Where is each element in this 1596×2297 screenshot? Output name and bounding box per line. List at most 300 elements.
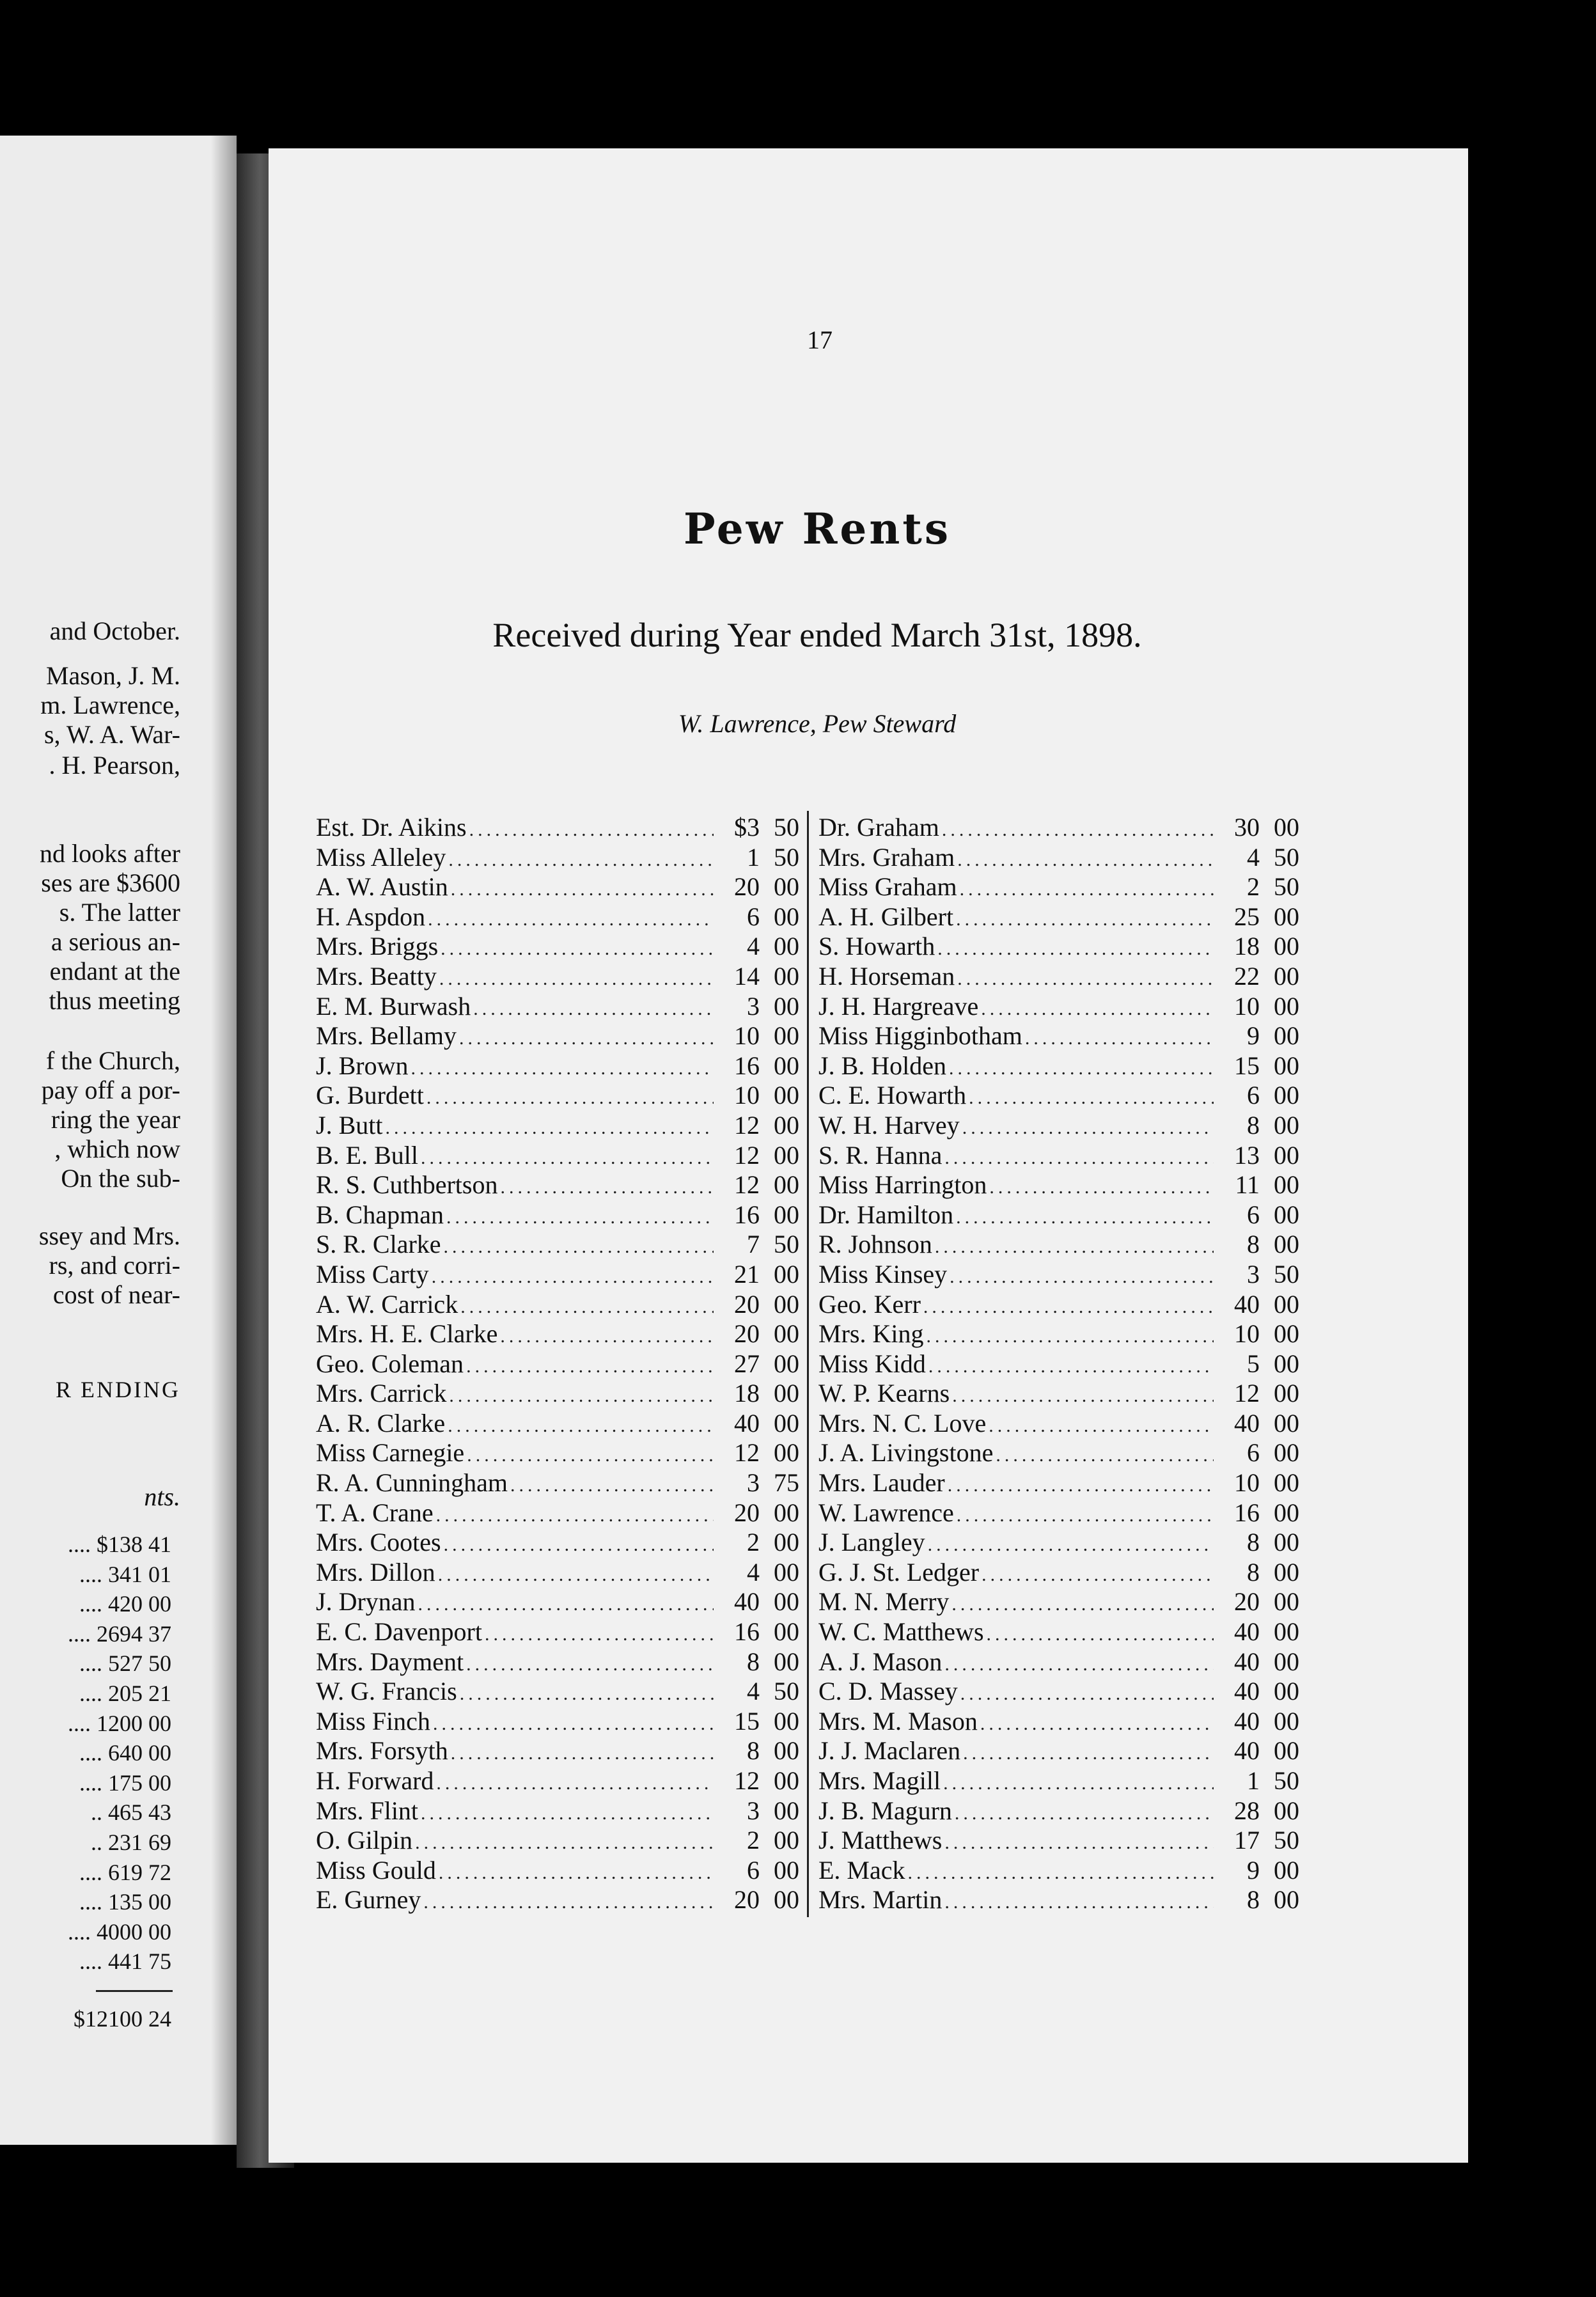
pew-holder-name: W. Lawrence	[818, 1498, 954, 1527]
left-page-amount	[0, 1917, 171, 1947]
rent-dollars: 4	[1247, 842, 1260, 872]
leader-dots	[952, 1385, 1214, 1407]
leader-dots	[466, 1356, 714, 1377]
rent-dollars: 12	[734, 1110, 760, 1140]
leader-dots	[962, 1117, 1214, 1139]
rent-cents: 00	[774, 1081, 799, 1110]
amount-value: 420 00	[108, 1591, 171, 1617]
pew-rent-row	[316, 1766, 799, 1796]
rent-cents: 00	[1274, 961, 1299, 991]
leader-dots	[923, 1296, 1214, 1318]
rent-cents: 00	[774, 961, 799, 991]
pew-holder-name: A. W. Carrick	[316, 1289, 458, 1319]
leader-dots	[928, 1534, 1214, 1556]
pew-rent-row	[818, 1140, 1299, 1170]
rent-dollars: 13	[1234, 1140, 1260, 1170]
leader-dots	[439, 1862, 714, 1884]
leader-dots: ....	[79, 1740, 102, 1766]
pew-holder-name: Miss Harrington	[818, 1170, 987, 1200]
rent-cents: 00	[774, 1408, 799, 1438]
pew-holder-name: H. Aspdon	[316, 902, 426, 931]
pew-holder-name: C. E. Howarth	[818, 1081, 967, 1110]
rent-dollars: 12	[734, 1170, 760, 1200]
rent-cents: 00	[1274, 932, 1299, 961]
leader-dots	[423, 1892, 714, 1913]
rent-dollars: 40	[734, 1408, 760, 1438]
rent-cents: 00	[1274, 1170, 1299, 1200]
rent-dollars: 16	[734, 1200, 760, 1229]
leader-dots	[989, 1177, 1214, 1198]
pew-holder-name: J. H. Hargreave	[818, 991, 979, 1021]
rent-cents: 00	[1274, 1051, 1299, 1080]
rent-dollars: 40	[1234, 1736, 1260, 1766]
left-page-line: and October.	[49, 616, 180, 645]
pew-rent-row	[818, 1796, 1299, 1826]
pew-holder-name: Mrs. M. Mason	[818, 1706, 978, 1736]
pew-holder-name: Mrs. N. C. Love	[818, 1408, 987, 1438]
amount-value: 2694 37	[97, 1620, 171, 1647]
leader-dots	[467, 1445, 714, 1466]
pew-rent-row	[818, 1200, 1299, 1230]
rent-cents: 00	[774, 1200, 799, 1229]
rent-cents: 00	[1274, 1855, 1299, 1885]
pew-holder-name: Miss Kinsey	[818, 1259, 948, 1289]
page-title: Pew Rents	[683, 504, 951, 554]
left-page-line: s. The latter	[59, 898, 180, 927]
rent-dollars: 15	[1234, 1051, 1260, 1080]
rent-cents: 00	[774, 1110, 799, 1140]
rent-dollars: 20	[734, 1319, 760, 1349]
rent-cents: 00	[1274, 1736, 1299, 1766]
amount-value: 640 00	[108, 1740, 171, 1766]
leader-dots	[948, 1475, 1214, 1496]
rent-dollars: 10	[1234, 991, 1260, 1021]
leader-dots: ....	[79, 1561, 102, 1587]
leader-dots	[418, 1594, 714, 1615]
leader-dots	[433, 1713, 714, 1735]
rent-cents: 00	[774, 1796, 799, 1825]
pew-rent-row	[316, 1587, 799, 1617]
leader-dots	[956, 1207, 1214, 1228]
leader-dots	[448, 849, 714, 871]
left-page-line: m. Lawrence,	[40, 691, 180, 719]
leader-dots: ....	[79, 1889, 102, 1915]
rent-cents: 00	[1274, 1379, 1299, 1408]
pew-rent-row	[818, 991, 1299, 1021]
pew-holder-name: S. R. Clarke	[316, 1230, 441, 1259]
rent-cents: 00	[1274, 1706, 1299, 1736]
rent-cents: 00	[774, 1259, 799, 1289]
rent-dollars: 4	[747, 932, 760, 961]
rent-cents: 00	[774, 1736, 799, 1766]
rent-dollars: 20	[1234, 1587, 1260, 1617]
rent-dollars: 16	[734, 1051, 760, 1080]
rent-cents: 50	[774, 813, 799, 842]
pew-holder-name: Miss Higginbotham	[818, 1021, 1022, 1051]
leader-dots	[451, 1743, 714, 1764]
amount-value: 231 69	[108, 1830, 171, 1855]
rent-cents: 00	[774, 1319, 799, 1349]
pew-rent-row	[316, 842, 799, 872]
pew-holder-name: Miss Graham	[818, 872, 957, 902]
rent-dollars: 10	[734, 1021, 760, 1051]
leader-dots	[957, 849, 1214, 871]
rent-dollars: 9	[1247, 1855, 1260, 1885]
leader-dots	[469, 819, 714, 841]
rent-cents: 00	[1274, 902, 1299, 931]
leader-dots	[444, 1534, 714, 1556]
pew-rent-row	[316, 1319, 799, 1349]
amount-value: 619 72	[108, 1859, 171, 1885]
rent-dollars: 25	[1234, 902, 1260, 931]
pew-holder-name: H. Horseman	[818, 961, 955, 991]
pew-rent-row	[316, 1408, 799, 1438]
pew-rent-row	[818, 1647, 1299, 1677]
rent-dollars: 18	[734, 1379, 760, 1408]
leader-dots: ..	[91, 1799, 102, 1826]
rent-cents: 00	[1274, 1140, 1299, 1170]
pew-rent-row	[818, 1885, 1299, 1915]
amount-value: 135 00	[108, 1889, 171, 1915]
rent-dollars: 2	[1247, 872, 1260, 902]
rent-cents: 00	[774, 1438, 799, 1468]
left-page-amount	[0, 1679, 171, 1709]
pew-holder-name: J. J. Maclaren	[818, 1736, 961, 1766]
pew-rent-row	[316, 1617, 799, 1647]
pew-holder-name: Mrs. Forsyth	[316, 1736, 448, 1766]
rent-dollars: 3	[1247, 1259, 1260, 1289]
rent-cents: 00	[1274, 1885, 1299, 1915]
rent-dollars: 8	[1247, 1230, 1260, 1259]
leader-dots: ....	[79, 1859, 102, 1885]
leader-dots: ....	[79, 1650, 102, 1677]
rent-dollars: 20	[734, 1885, 760, 1915]
left-page-line: cost of near-	[52, 1280, 180, 1309]
pew-rent-row	[818, 1319, 1299, 1349]
pew-holder-name: J. B. Magurn	[818, 1796, 952, 1825]
leader-dots	[451, 879, 714, 900]
amount-value: 465 43	[108, 1799, 171, 1826]
pew-holder-name: Mrs. Lauder	[818, 1468, 945, 1498]
leader-dots	[444, 1236, 714, 1258]
left-page-line: . H. Pearson,	[49, 751, 180, 780]
pew-rent-row	[316, 1229, 799, 1259]
leader-dots	[969, 1087, 1214, 1109]
leader-dots	[951, 1594, 1214, 1615]
leader-dots	[473, 998, 714, 1020]
leader-dots	[466, 1654, 714, 1675]
pew-holder-name: Mrs. Martin	[818, 1885, 943, 1915]
left-page-line: ses are $3600	[41, 868, 180, 897]
leader-dots: ....	[79, 1591, 102, 1617]
rent-dollars: 6	[1247, 1200, 1260, 1229]
leader-dots	[982, 1564, 1214, 1586]
pew-rent-row	[818, 812, 1299, 842]
left-page-amount	[0, 1858, 171, 1888]
rent-dollars: 40	[1234, 1706, 1260, 1736]
pew-rent-row	[818, 1825, 1299, 1855]
rent-cents: 00	[774, 1170, 799, 1200]
rent-cents: 00	[1274, 1647, 1299, 1676]
pew-holder-name: Mrs. Flint	[316, 1796, 419, 1825]
rent-cents: 50	[1274, 1766, 1299, 1795]
rent-dollars: 1	[1247, 1766, 1260, 1795]
left-page-amount	[0, 1560, 171, 1590]
left-page-line: f the Church,	[46, 1046, 180, 1075]
leader-dots: ..	[91, 1830, 102, 1855]
pew-holder-name: A. H. Gilbert	[818, 902, 954, 931]
pew-rent-row	[818, 1349, 1299, 1379]
rent-dollars: 6	[747, 1855, 760, 1885]
rent-cents: 00	[1274, 813, 1299, 842]
pew-rent-row	[818, 1587, 1299, 1617]
rent-dollars: 7	[747, 1230, 760, 1259]
leader-dots	[963, 1743, 1214, 1764]
leader-dots	[460, 1683, 714, 1705]
rent-cents: 00	[774, 1528, 799, 1557]
pew-rent-row	[316, 1676, 799, 1706]
column-divider	[807, 811, 809, 1917]
rent-dollars: 11	[1235, 1170, 1260, 1200]
rent-dollars: 2	[747, 1826, 760, 1855]
pew-holder-name: W. H. Harvey	[818, 1110, 960, 1140]
left-page-line: On the sub-	[61, 1164, 180, 1193]
pew-rent-row	[316, 1170, 799, 1200]
pew-rent-row	[316, 1200, 799, 1230]
leader-dots	[432, 1266, 714, 1288]
leader-dots	[944, 1654, 1214, 1675]
leader-dots	[460, 1296, 714, 1318]
pew-holder-name: R. Johnson	[818, 1230, 932, 1259]
rent-cents: 00	[774, 1289, 799, 1319]
pew-holder-name: Mrs. Cootes	[316, 1528, 441, 1557]
pew-rent-row	[316, 1796, 799, 1826]
pew-rent-row	[818, 1080, 1299, 1110]
rent-dollars: 10	[1234, 1468, 1260, 1498]
rent-cents: 00	[1274, 1587, 1299, 1617]
rent-cents: 00	[1274, 1349, 1299, 1378]
amount-value: 527 50	[108, 1650, 171, 1677]
leader-dots	[956, 909, 1214, 930]
rent-dollars: 12	[734, 1438, 760, 1468]
pew-rent-row	[818, 1468, 1299, 1498]
pew-rent-row	[316, 1378, 799, 1408]
amount-value: 175 00	[108, 1769, 171, 1796]
pew-holder-name: A. R. Clarke	[316, 1408, 446, 1438]
rent-cents: 00	[1274, 1319, 1299, 1349]
pew-holder-name: J. Langley	[818, 1528, 925, 1557]
pew-rent-row	[316, 1706, 799, 1736]
leader-dots	[428, 909, 714, 930]
pew-rent-row	[818, 1527, 1299, 1557]
rent-dollars: 6	[1247, 1081, 1260, 1110]
leader-dots	[987, 1624, 1214, 1645]
rent-dollars: 20	[734, 872, 760, 902]
left-page-amount	[0, 1828, 171, 1858]
leader-dots	[981, 998, 1214, 1020]
pew-rent-row	[316, 991, 799, 1021]
pew-rent-row	[818, 1229, 1299, 1259]
pew-holder-name: J. B. Holden	[818, 1051, 946, 1080]
rent-dollars: 10	[1234, 1319, 1260, 1349]
rent-cents: 00	[774, 991, 799, 1021]
pew-holder-name: Geo. Kerr	[818, 1289, 921, 1319]
pew-rent-row	[818, 1170, 1299, 1200]
leader-dots	[937, 938, 1214, 960]
pew-rent-row	[316, 872, 799, 902]
leader-dots	[426, 1087, 714, 1109]
pew-holder-name: H. Forward	[316, 1766, 434, 1795]
pew-rent-row	[316, 812, 799, 842]
pew-rent-row	[316, 1825, 799, 1855]
rent-dollars: 12	[1234, 1379, 1260, 1408]
pew-rent-row	[316, 1557, 799, 1587]
pew-holder-name: Mrs. Bellamy	[316, 1021, 457, 1051]
rent-dollars: 5	[1247, 1349, 1260, 1378]
leader-dots	[449, 1385, 714, 1407]
leader-dots	[935, 1236, 1214, 1258]
leader-dots	[944, 1147, 1214, 1169]
leader-dots	[989, 1415, 1214, 1437]
leader-dots: ....	[79, 1948, 102, 1975]
pew-holder-name: A. W. Austin	[316, 872, 448, 902]
rent-dollars: 20	[734, 1289, 760, 1319]
leader-dots	[485, 1624, 714, 1645]
pew-holder-name: G. Burdett	[316, 1081, 424, 1110]
pew-holder-name: Miss Gould	[316, 1855, 436, 1885]
pew-rent-row	[316, 961, 799, 991]
rent-dollars: 9	[1247, 1021, 1260, 1051]
rent-cents: 00	[774, 1021, 799, 1051]
rent-dollars: 3	[747, 991, 760, 1021]
pew-holder-name: R. S. Cuthbertson	[316, 1170, 498, 1200]
rent-cents: 00	[1274, 1528, 1299, 1557]
rent-dollars: 12	[734, 1140, 760, 1170]
left-page-italic-fragment: nts.	[144, 1482, 180, 1511]
pew-rents-left-column	[316, 812, 799, 1915]
pew-holder-name: J. Matthews	[818, 1826, 943, 1855]
rent-cents: 50	[774, 1230, 799, 1259]
rent-cents: 50	[1274, 872, 1299, 902]
pew-holder-name: Miss Alleley	[316, 842, 446, 872]
pew-holder-name: J. A. Livingstone	[818, 1438, 994, 1468]
rent-dollars: $3	[734, 813, 760, 842]
leader-dots	[908, 1862, 1214, 1884]
pew-holder-name: Mrs. Dillon	[316, 1557, 435, 1587]
leader-dots	[960, 879, 1214, 900]
left-page-line: s, W. A. War-	[43, 720, 180, 749]
pew-holder-name: B. Chapman	[316, 1200, 444, 1229]
rent-cents: 00	[1274, 1498, 1299, 1527]
pew-holder-name: S. Howarth	[818, 932, 935, 961]
rent-dollars: 40	[1234, 1289, 1260, 1319]
left-page-total: $12100 24	[74, 2006, 171, 2032]
leader-dots	[943, 1773, 1214, 1794]
steward-line: W. Lawrence, Pew Steward	[678, 709, 957, 738]
rent-dollars: 12	[734, 1766, 760, 1795]
amount-value: 341 01	[108, 1561, 171, 1587]
rent-cents: 00	[774, 1826, 799, 1855]
pew-rent-row	[818, 1289, 1299, 1319]
rent-cents: 50	[1274, 842, 1299, 872]
pew-rent-row	[316, 1289, 799, 1319]
amount-value: 441 75	[108, 1948, 171, 1975]
rent-cents: 00	[1274, 1557, 1299, 1587]
rent-cents: 50	[1274, 1259, 1299, 1289]
leader-dots	[421, 1147, 714, 1169]
leader-dots	[926, 1326, 1214, 1347]
rent-dollars: 3	[747, 1796, 760, 1825]
pew-holder-name: Mrs. King	[818, 1319, 924, 1349]
rent-dollars: 8	[1247, 1528, 1260, 1557]
rent-dollars: 6	[747, 902, 760, 931]
left-page-line: endant at the	[49, 957, 180, 985]
rent-cents: 00	[774, 1379, 799, 1408]
rent-dollars: 22	[1234, 961, 1260, 991]
left-page-line: pay off a por-	[41, 1076, 180, 1104]
leader-dots: ....	[68, 1918, 91, 1945]
pew-holder-name: Geo. Coleman	[316, 1349, 464, 1378]
rent-dollars: 18	[1234, 932, 1260, 961]
pew-holder-name: Dr. Hamilton	[818, 1200, 954, 1229]
pew-holder-name: A. J. Mason	[818, 1647, 943, 1676]
leader-dots	[949, 1058, 1214, 1079]
rent-cents: 00	[1274, 1438, 1299, 1468]
leader-dots	[942, 819, 1214, 841]
left-page-line: rs, and corri-	[49, 1251, 180, 1280]
pew-rents-right-column	[818, 812, 1299, 1915]
pew-holder-name: Est. Dr. Aikins	[316, 813, 467, 842]
rent-cents: 75	[774, 1468, 799, 1498]
leader-dots	[446, 1207, 714, 1228]
rent-dollars: 40	[1234, 1617, 1260, 1647]
leader-dots	[500, 1326, 714, 1347]
rent-dollars: 20	[734, 1498, 760, 1527]
pew-holder-name: Mrs. H. E. Clarke	[316, 1319, 498, 1349]
rent-cents: 00	[1274, 1021, 1299, 1051]
amount-value: 205 21	[108, 1681, 171, 1706]
pew-rent-row	[818, 1498, 1299, 1528]
rent-cents: 00	[1274, 1408, 1299, 1438]
pew-holder-name: O. Gilpin	[316, 1826, 413, 1855]
leader-dots	[510, 1475, 714, 1496]
rent-cents: 00	[774, 1349, 799, 1378]
rent-cents: 00	[774, 872, 799, 902]
left-page-amount	[0, 1768, 171, 1798]
left-page-amount	[0, 1709, 171, 1739]
pew-rent-row	[316, 1349, 799, 1379]
rent-dollars: 16	[734, 1617, 760, 1647]
rent-cents: 00	[774, 1557, 799, 1587]
leader-dots	[441, 938, 714, 960]
rent-cents: 00	[774, 1706, 799, 1736]
rent-cents: 00	[774, 1647, 799, 1676]
rent-dollars: 4	[747, 1677, 760, 1706]
leader-dots	[500, 1177, 714, 1198]
pew-holder-name: Dr. Graham	[818, 813, 939, 842]
pew-holder-name: Mrs. Graham	[818, 842, 955, 872]
pew-rent-row	[818, 842, 1299, 872]
pew-holder-name: T. A. Crane	[316, 1498, 434, 1527]
rent-cents: 50	[1274, 1826, 1299, 1855]
rent-dollars: 30	[1234, 813, 1260, 842]
rent-dollars: 21	[734, 1259, 760, 1289]
rent-dollars: 6	[1247, 1438, 1260, 1468]
rent-cents: 00	[1274, 1468, 1299, 1498]
pew-rent-row	[316, 1021, 799, 1051]
pew-rent-row	[316, 1140, 799, 1170]
pew-rent-row	[818, 1706, 1299, 1736]
